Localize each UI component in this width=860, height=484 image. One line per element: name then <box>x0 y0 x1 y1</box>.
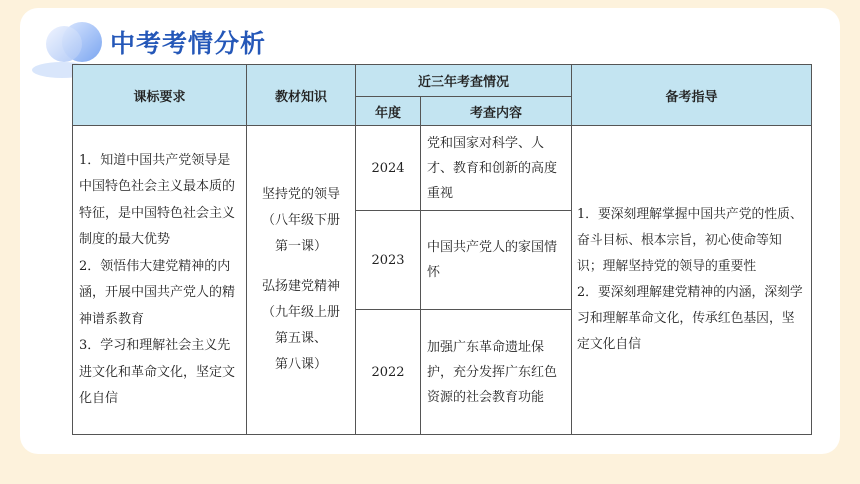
requirement-item: 3．学习和理解社会主义先进文化和革命文化，坚定文化自信 <box>79 338 236 406</box>
guidance-item: 1．要深刻理解掌握中国共产党的性质、奋斗目标、根本宗旨，初心使命等知识；理解坚持党的领导的重要性 <box>577 207 803 274</box>
header-curriculum-requirements: 课标要求 <box>73 65 247 126</box>
exam-content-cell: 加强广东革命遗址保护，充分发挥广东红色资源的社会教育功能 <box>421 310 572 435</box>
guidance-cell <box>572 126 812 435</box>
textbook-spacer <box>249 260 353 274</box>
header-exam-content: 考查内容 <box>421 97 572 126</box>
guidance-item: 2．要深刻理解建党精神的内涵，深刻学习和理解革命文化，传承红色基因，坚定文化自信 <box>577 285 803 352</box>
exam-year-cell: 2023 <box>356 211 421 310</box>
textbook-line: 第八课） <box>274 357 327 372</box>
textbook-cell <box>247 126 356 435</box>
exam-content-cell: 中国共产党人的家国情怀 <box>421 211 572 310</box>
exam-analysis-table <box>72 64 812 435</box>
requirement-item: 1．知道中国共产党领导是中国特色社会主义最本质的特征，是中国特色社会主义制度的最大优势 <box>79 152 236 247</box>
exam-year-cell: 2022 <box>356 310 421 435</box>
textbook-line: 第五课、 <box>274 331 327 346</box>
exam-content-cell: 党和国家对科学、人才、教育和创新的高度重视 <box>421 126 572 211</box>
textbook-line: 坚持党的领导 <box>261 187 340 202</box>
page-title: 中考考情分析 <box>110 29 267 58</box>
textbook-line: 弘扬建党精神 <box>261 279 340 294</box>
requirements-cell <box>73 126 247 435</box>
textbook-line: （九年级上册 <box>261 305 340 320</box>
header-year: 年度 <box>356 97 421 126</box>
exam-year-cell: 2024 <box>356 126 421 211</box>
header-textbook-knowledge: 教材知识 <box>247 65 356 126</box>
header-recent-exams: 近三年考查情况 <box>356 65 572 97</box>
textbook-line: 第一课） <box>274 239 327 254</box>
table-header-row <box>73 65 812 97</box>
textbook-line: （八年级下册 <box>261 213 340 228</box>
header-prep-guidance: 备考指导 <box>572 65 812 126</box>
requirement-item: 2．领悟伟大建党精神的内涵，开展中国共产党人的精神谱系教育 <box>79 258 236 327</box>
table-row <box>73 126 812 211</box>
